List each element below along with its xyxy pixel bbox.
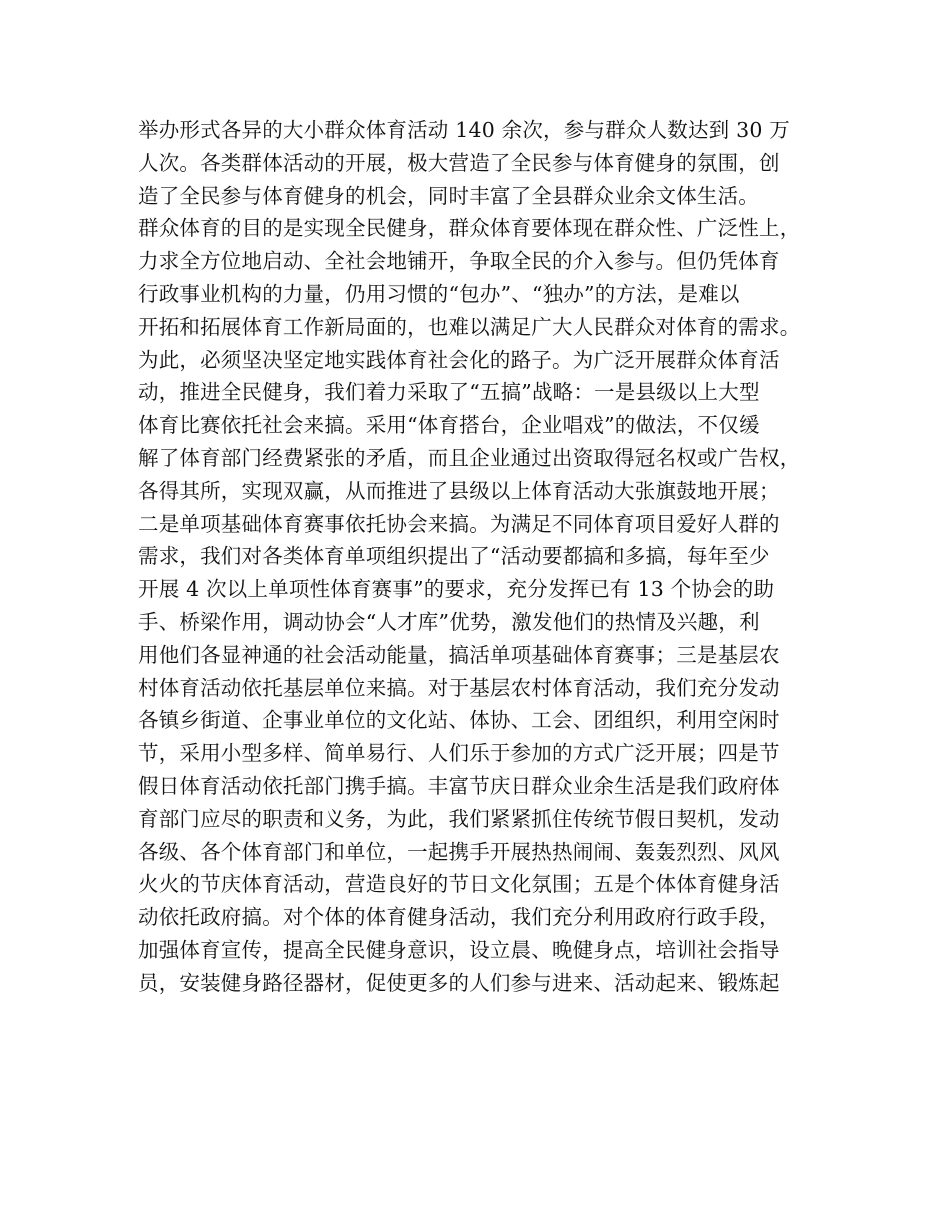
text-line: 动，推进全民健身，我们着力采取了“五搞”战略：一是县级以上大型 <box>138 380 760 405</box>
text-line: 二是单项基础体育赛事依托协会来搞。为满足不同体育项目爱好人群的 <box>138 511 780 536</box>
text-line: 解了体育部门经费紧张的矛盾，而且企业通过出资取得冠名权或广告权， <box>138 445 801 470</box>
text-line: 用他们各显神通的社会活动能量，搞活单项基础体育赛事；三是基层农 <box>138 642 780 667</box>
text-line: 村体育活动依托基层单位来搞。对于基层农村体育活动，我们充分发动 <box>138 675 780 700</box>
text-line: 员，安装健身路径器材，促使更多的人们参与进来、活动起来、锻炼起 <box>138 970 780 995</box>
text-line: 力求全方位地启动、全社会地铺开，争取全民的介入参与。但仍凭体育 <box>138 249 780 274</box>
text-line: 手、桥梁作用，调动协会“人才库”优势，激发他们的热情及兴趣，利 <box>138 609 760 634</box>
text-line: 开拓和拓展体育工作新局面的，也难以满足广大人民群众对体育的需求。 <box>138 314 801 339</box>
text-line: 节，采用小型多样、简单易行、人们乐于参加的方式广泛开展；四是节 <box>138 741 780 766</box>
body-text <box>138 114 828 1000</box>
text-line: 假日体育活动依托部门携手搞。丰富节庆日群众业余生活是我们政府体 <box>138 773 780 798</box>
text-line: 为此，必须坚决坚定地实践体育社会化的路子。为广泛开展群众体育活 <box>138 347 780 372</box>
text-line: 各得其所，实现双赢，从而推进了县级以上体育活动大张旗鼓地开展； <box>138 478 780 503</box>
text-line: 开展 4 次以上单项性体育赛事”的要求，充分发挥已有 13 个协会的助 <box>138 577 775 602</box>
text-line: 需求，我们对各类体育单项组织提出了“活动要都搞和多搞，每年至少 <box>138 544 770 569</box>
text-line: 火火的节庆体育活动，营造良好的节日文化氛围；五是个体体育健身活 <box>138 872 780 897</box>
text-line: 动依托政府搞。对个体的体育健身活动，我们充分利用政府行政手段， <box>138 905 780 930</box>
text-line: 举办形式各异的大小群众体育活动 140 余次，参与群众人数达到 30 万 <box>138 118 790 142</box>
text-line: 体育比赛依托社会来搞。采用“体育搭台，企业唱戏”的做法，不仅缓 <box>138 413 760 438</box>
text-line: 各镇乡街道、企事业单位的文化站、体协、工会、团组织，利用空闲时 <box>138 708 780 733</box>
text-line: 育部门应尽的职责和义务，为此，我们紧紧抓住传统节假日契机，发动 <box>138 806 780 831</box>
text-line: 人次。各类群体活动的开展，极大营造了全民参与体育健身的氛围，创 <box>138 150 780 175</box>
text-line: 加强体育宣传，提高全民健身意识，设立晨、晚健身点，培训社会指导 <box>138 937 780 962</box>
text-line: 造了全民参与体育健身的机会，同时丰富了全县群众业余文体生活。 <box>138 183 759 208</box>
text-line: 群众体育的目的是实现全民健身，群众体育要体现在群众性、广泛性上， <box>138 216 801 241</box>
text-line: 各级、各个体育部门和单位，一起携手开展热热闹闹、轰轰烈烈、风风 <box>138 839 780 864</box>
text-line: 行政事业机构的力量，仍用习惯的“包办”、“独办”的方法，是难以 <box>138 281 740 306</box>
